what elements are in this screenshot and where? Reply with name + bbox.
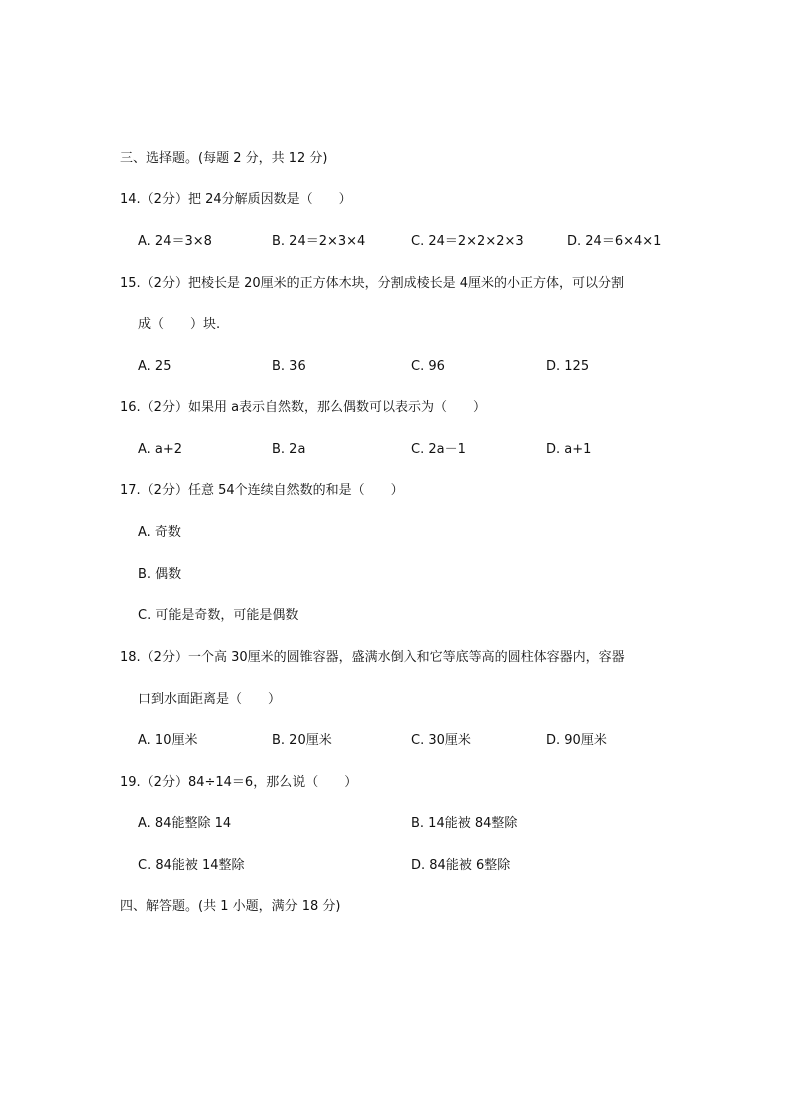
question-15-option-a: A. 25 <box>138 359 172 374</box>
question-16-option-a: A. a+2 <box>138 442 183 457</box>
question-15-option-d: D. 125 <box>546 359 590 374</box>
question-15-option-c: C. 96 <box>411 359 445 374</box>
question-15-stem-continued: 成（ ）块. <box>138 317 221 332</box>
question-18-option-d: D. 90厘米 <box>546 733 607 748</box>
question-14-option-c: C. 24＝2×2×2×3 <box>411 234 524 249</box>
question-14-stem: 14.（2分）把 24分解质因数是（ ） <box>120 192 352 207</box>
question-19-option-a: A. 84能整除 14 <box>138 816 232 831</box>
question-18-stem: 18.（2分）一个高 30厘米的圆锥容器，盛满水倒入和它等底等高的圆柱体容器内，容器 <box>120 650 625 665</box>
question-19-option-d: D. 84能被 6整除 <box>411 858 511 873</box>
question-19-option-b: B. 14能被 84整除 <box>411 816 518 831</box>
question-16-option-d: D. a+1 <box>546 442 592 457</box>
question-16-stem: 16.（2分）如果用 a表示自然数，那么偶数可以表示为（ ） <box>120 400 487 415</box>
question-18-option-c: C. 30厘米 <box>411 733 471 748</box>
question-17-stem: 17.（2分）任意 54个连续自然数的和是（ ） <box>120 483 404 498</box>
question-19-option-c: C. 84能被 14整除 <box>138 858 245 873</box>
question-17-option-a: A. 奇数 <box>138 525 181 540</box>
question-15-option-b: B. 36 <box>272 359 306 374</box>
section-3-heading: 三、选择题。(每题 2 分，共 12 分) <box>120 151 328 166</box>
question-18-option-b: B. 20厘米 <box>272 733 332 748</box>
question-14-option-d: D. 24＝6×4×1 <box>567 234 662 249</box>
question-19-stem: 19.（2分）84÷14＝6，那么说（ ） <box>120 775 358 790</box>
question-14-option-b: B. 24＝2×3×4 <box>272 234 366 249</box>
question-15-stem: 15.（2分）把棱长是 20厘米的正方体木块，分割成棱长是 4厘米的小正方体，可以分割 <box>120 276 625 291</box>
question-14-option-a: A. 24＝3×8 <box>138 234 212 249</box>
question-16-option-b: B. 2a <box>272 442 306 457</box>
section-4-heading: 四、解答题。(共 1 小题，满分 18 分) <box>120 899 341 914</box>
question-17-option-c: C. 可能是奇数，可能是偶数 <box>138 608 299 623</box>
question-18-option-a: A. 10厘米 <box>138 733 198 748</box>
question-18-stem-continued: 口到水面距离是（ ） <box>138 692 282 707</box>
question-17-option-b: B. 偶数 <box>138 567 182 582</box>
question-16-option-c: C. 2a－1 <box>411 442 466 457</box>
